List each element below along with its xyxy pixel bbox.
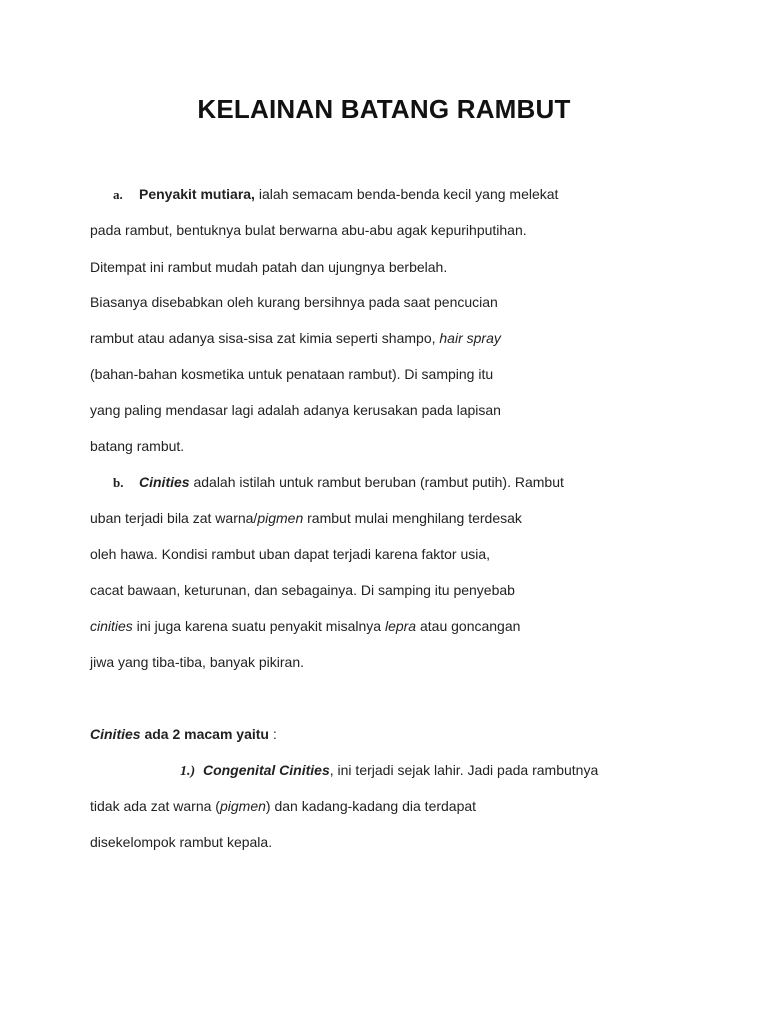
types-heading-term: Cinities xyxy=(90,726,141,742)
section-a-line-3: Ditempat ini rambut mudah patah dan ujungnya berbelah. xyxy=(90,259,448,275)
pigmen-term: pigmen xyxy=(257,510,304,526)
section-b-line-4: cacat bawaan, keturunan, dan sebagainya. Di samping itu penyebab xyxy=(90,582,515,598)
section-b-line-3: oleh hawa. Kondisi rambut uban dapat terjadi karena faktor usia, xyxy=(90,546,491,562)
section-a-line-1-text: ialah semacam benda-benda kecil yang melekat xyxy=(254,186,559,202)
page-title: KELAINAN BATANG RAMBUT xyxy=(197,94,571,124)
section-b-line-2 xyxy=(90,509,522,527)
type-1-line-3: disekelompok rambut kepala. xyxy=(90,834,273,850)
type-1-line-2 xyxy=(90,797,476,815)
section-b-term: Cinities xyxy=(139,474,190,490)
section-b-line-5-mid: ini juga karena suatu penyakit misalnya xyxy=(132,618,385,634)
types-heading xyxy=(90,725,277,743)
section-a-line-4: Biasanya disebabkan oleh kurang bersihnya pada saat pencucian xyxy=(90,294,498,310)
section-a-line-8: batang rambut. xyxy=(90,438,185,454)
section-b-line-2-pre: uban terjadi bila zat warna/ xyxy=(90,510,258,526)
section-a-line-5 xyxy=(90,329,501,347)
cinities-term: cinities xyxy=(90,618,133,634)
section-a-line-5-text: rambut atau adanya sisa-sisa zat kimia seperti shampo, xyxy=(90,330,440,346)
type-1-line-2-post: ) dan kadang-kadang dia terdapat xyxy=(265,798,477,814)
section-b-line-5-post: atau goncangan xyxy=(416,618,521,634)
section-b-line-2-post: rambut mulai menghilang terdesak xyxy=(303,510,522,526)
types-heading-text: ada 2 macam yaitu xyxy=(140,726,269,742)
section-b-line-5 xyxy=(90,617,520,635)
section-a-line-1 xyxy=(113,185,558,204)
section-a-line-7: yang paling mendasar lagi adalah adanya kerusakan pada lapisan xyxy=(90,402,501,418)
section-b-line-6: jiwa yang tiba-tiba, banyak pikiran. xyxy=(90,654,305,670)
type-1-line-1 xyxy=(180,761,598,781)
type-1-pigmen-term: pigmen xyxy=(219,798,266,814)
type-1-number: 1.) xyxy=(180,764,196,779)
hair-spray-term: hair spray xyxy=(439,330,501,346)
lepra-term: lepra xyxy=(384,618,417,634)
section-a-line-2: pada rambut, bentuknya bulat berwarna abu-abu agak kepurihputihan. xyxy=(90,222,527,238)
section-a-marker: a. xyxy=(113,187,123,202)
types-heading-colon: : xyxy=(268,726,277,742)
section-a-term: Penyakit mutiara, xyxy=(139,186,255,202)
section-b-line-1-text: adalah istilah untuk rambut beruban (rambut putih). Rambut xyxy=(189,474,564,490)
section-a-line-6: (bahan-bahan kosmetika untuk penataan rambut). Di samping itu xyxy=(90,366,494,382)
type-1-term: Congenital Cinities xyxy=(202,762,330,778)
section-b-marker: b. xyxy=(113,475,124,490)
type-1-line-1-text: , ini terjadi sejak lahir. Jadi pada rambutnya xyxy=(329,762,599,778)
section-b-line-1 xyxy=(113,473,564,492)
type-1-line-2-pre: tidak ada zat warna ( xyxy=(90,798,220,814)
